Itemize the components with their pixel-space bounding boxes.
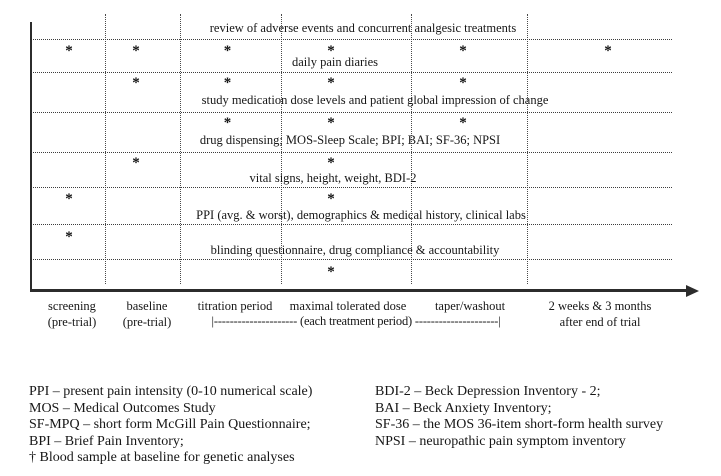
asterisk-mark: * — [459, 43, 467, 59]
legend-item: BPI – Brief Pain Inventory; — [29, 433, 184, 449]
timepoint-label-line: baseline — [126, 299, 168, 313]
asterisk-mark: * — [327, 75, 335, 91]
legend-item: SF-MPQ – short form McGill Pain Questionnaire; — [29, 417, 311, 433]
timepoint-label-col4 — [290, 299, 407, 315]
timepoint-label-line: screening — [48, 299, 96, 313]
legend-right-column — [375, 384, 663, 450]
timepoint-label-col2 — [123, 299, 172, 330]
asterisk-mark: * — [327, 155, 335, 171]
asterisk-mark: * — [65, 229, 73, 245]
timepoint-label-col3 — [198, 299, 273, 315]
asterisk-mark: * — [65, 191, 73, 207]
timepoint-label-line: 2 weeks & 3 months — [548, 299, 652, 313]
grid-hline-3 — [30, 112, 672, 113]
treatment-period-span-note: |--------------------- (each treatment period) ---------------------| — [211, 314, 501, 328]
asterisk-mark: * — [459, 75, 467, 91]
timepoint-label-col1 — [48, 299, 97, 330]
assessment-row-label: drug dispensing; MOS-Sleep Scale; BPI; BAI; SF-36; NPSI — [199, 133, 501, 147]
y-axis-line — [30, 22, 32, 290]
timepoint-label-line: maximal tolerated dose — [289, 299, 407, 313]
grid-hline-7 — [30, 259, 672, 260]
grid-vline-col5 — [527, 14, 528, 284]
timepoint-label-line: after end of trial — [559, 314, 641, 329]
timepoint-label-line: (pre-trial) — [47, 314, 97, 329]
grid-vline-col1 — [105, 14, 106, 284]
timepoint-label-col5 — [435, 299, 505, 315]
legend-left-column — [29, 384, 312, 467]
legend-item: † Blood sample at baseline for genetic analyses — [29, 450, 295, 466]
legend-item: BDI-2 – Beck Depression Inventory - 2; — [375, 384, 601, 399]
timepoint-label-col6 — [549, 299, 652, 330]
legend-item: BAI – Beck Anxiety Inventory; — [375, 400, 552, 416]
asterisk-mark: * — [327, 115, 335, 131]
arrow-right-icon — [686, 285, 699, 297]
asterisk-mark: * — [604, 43, 612, 59]
grid-vline-col2 — [180, 14, 181, 284]
asterisk-mark: * — [132, 75, 140, 91]
timepoint-label-line: titration period — [197, 299, 273, 313]
asterisk-mark: * — [459, 115, 467, 131]
assessment-row-label: study medication dose levels and patient global impression of change — [201, 93, 549, 107]
assessment-row-label: PPI (avg. & worst), demographics & medical history, clinical labs — [196, 208, 526, 222]
assessment-row-label: daily pain diaries — [291, 55, 379, 69]
asterisk-mark: * — [327, 191, 335, 207]
asterisk-mark: * — [65, 43, 73, 59]
timepoint-label-line: taper/washout — [434, 299, 506, 313]
asterisk-mark: * — [327, 264, 335, 280]
legend-item: NPSI – neuropathic pain symptom inventory — [375, 433, 626, 449]
asterisk-mark: * — [223, 75, 232, 91]
assessment-row-label: blinding questionnaire, drug compliance & accountability — [210, 243, 500, 257]
legend-item: SF-36 – the MOS 36-item short-form health survey — [375, 417, 664, 433]
timepoint-label-line: (pre-trial) — [122, 314, 172, 329]
grid-hline-6 — [30, 224, 672, 225]
grid-hline-1 — [30, 39, 672, 40]
legend-item: MOS – Medical Outcomes Study — [29, 400, 216, 416]
x-axis-timeline — [30, 289, 687, 292]
asterisk-mark: * — [223, 43, 232, 59]
asterisk-mark: * — [327, 43, 335, 59]
assessment-row-label: vital signs, height, weight, BDI-2 — [249, 171, 417, 185]
asterisk-mark: * — [132, 43, 140, 59]
grid-hline-4 — [30, 152, 672, 153]
asterisk-mark: * — [223, 115, 232, 131]
asterisk-mark: * — [132, 155, 140, 171]
grid-hline-2 — [30, 72, 672, 73]
legend-item: PPI – present pain intensity (0-10 numerical scale) — [29, 384, 313, 399]
grid-hline-5 — [30, 187, 672, 188]
assessment-row-label: review of adverse events and concurrent analgesic treatments — [209, 21, 517, 35]
